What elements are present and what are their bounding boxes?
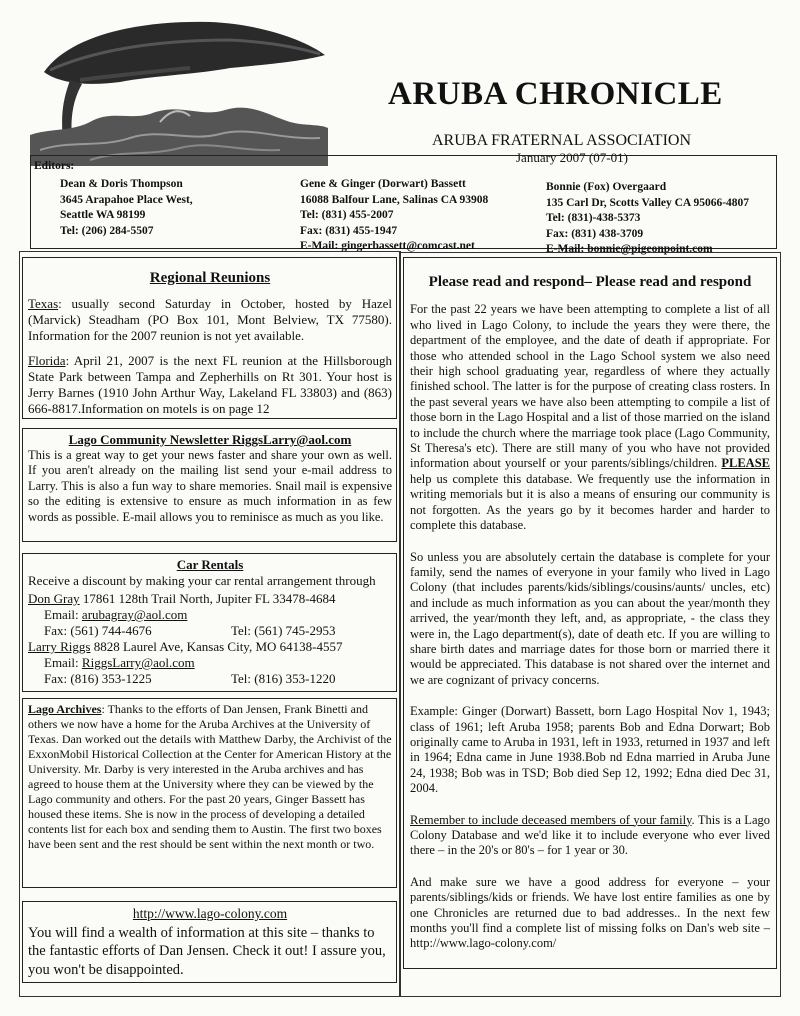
respond-paragraph-1: For the past 22 years we have been attempting to complete a list of all who lived in Lago Colony, to include the years they were there, the department of the employee, and the date of death if appropriate. For those who attended school in the Lago School system we also need their high school graduating year, regardless of where they actually finished school. The latter is for the purpose of creating class rosters. In the past several years we have also been attempting to compile a list of those born in the Lago Hospital and a list of those married on the island to include the church where the marriage took place (Lago Community, St Theresa's etc). There are still many of you who have not provided information about yourself or your parents/siblings/children. PLEASE help us complete this database. We frequently use the information in writing memorials but it is also a means of ensuring our community is not forgotten. As the years go by it becomes harder and harder to complete this database. bbox=[410, 302, 770, 533]
editor-line: Fax: (831) 438-3709 bbox=[546, 227, 644, 240]
website-link[interactable]: http://www.lago-colony.com bbox=[132, 906, 288, 921]
website-text: You will find a wealth of information at this site – thanks to the fantastic efforts of Dan Jensen. Check it out! I assure you, you won't be disappointed. bbox=[28, 924, 386, 978]
respond-paragraph-4: Remember to include deceased members of your family. This is a Lago Colony Database and we'd like it to include everyone who ever lived there – in the 20's or 80's – for 1 year or 30. bbox=[410, 812, 770, 858]
respond-heading: Please read and respond– Please read and respond bbox=[428, 274, 752, 290]
respond-content bbox=[410, 275, 770, 968]
editor-line: 3645 Arapahoe Place West, bbox=[60, 193, 193, 206]
car-rentals-heading: Car Rentals bbox=[176, 557, 244, 572]
florida-reunion-text bbox=[28, 353, 392, 417]
regional-reunions-heading: Regional Reunions bbox=[149, 270, 271, 286]
larry-riggs-name: Larry Riggs bbox=[28, 639, 91, 654]
archives-content bbox=[28, 702, 392, 852]
editors-label: Editors: bbox=[34, 160, 75, 172]
don-gray-name: Don Gray bbox=[28, 591, 80, 606]
florida-label: Florida bbox=[28, 353, 66, 368]
editor-line: Bonnie (Fox) Overgaard bbox=[546, 181, 667, 193]
don-gray-phone-line: Fax: (561) 744-4676 Tel: (561) 745-2953 bbox=[44, 623, 336, 638]
editor-column-thompson bbox=[60, 177, 193, 239]
archives-label: Lago Archives bbox=[28, 702, 102, 716]
don-gray-email-line: Email: arubagray@aol.com bbox=[44, 607, 188, 622]
editor-line: Tel: (206) 284-5507 bbox=[60, 224, 154, 237]
editor-line: Dean & Doris Thompson bbox=[60, 178, 183, 190]
car-rentals-content bbox=[28, 557, 392, 687]
editor-column-overgaard bbox=[546, 180, 749, 258]
florida-details: : April 21, 2007 is the next FL reunion at the Hillsborough State Park between Tampa and Zepherhills on Rt 301. Your host is Jerry Barnes (1910 John Arthur Way, Lakeland FL 33803) and (863) 666-8817.Information on motels is on page 12 bbox=[28, 353, 392, 416]
editor-line: E-Mail: gingerbassett@comcast.net bbox=[300, 240, 475, 252]
larry-riggs-address: Larry Riggs 8828 Laurel Ave, Kansas City, MO 64138-4557 bbox=[28, 639, 343, 654]
deceased-reminder: Remember to include deceased members of your family bbox=[410, 812, 692, 827]
editor-line: Tel: (831) 455-2007 bbox=[300, 209, 394, 221]
car-rentals-intro: Receive a discount by making your car rental arrangement through bbox=[28, 573, 376, 588]
editor-line: Fax: (831) 455-1947 bbox=[300, 224, 398, 237]
editor-line: Seattle WA 98199 bbox=[60, 209, 146, 221]
editor-line: Tel: (831)-438-5373 bbox=[546, 212, 641, 224]
respond-paragraph-2: So unless you are absolutely certain the database is complete for your family, send the names of everyone in your family who lived in Lago Colony (that includes parents/kids/siblings/cousins/aunts/ uncles, etc) and include as much information as you can about the year/month they arrived, the year/month they left, and, as appropriate, - the class they were in, the Lago department(s), date of death etc. If you are willing to share birth dates and marriage dates for those born or married there it would be appreciated. This database is not shared over the internet and we are cognizant of privacy concerns. bbox=[410, 549, 770, 687]
editor-column-bassett bbox=[300, 177, 488, 255]
texas-reunion-text bbox=[28, 296, 392, 344]
larry-riggs-phone-line: Fax: (816) 353-1225 Tel: (816) 353-1220 bbox=[44, 671, 336, 686]
masthead-logo bbox=[30, 10, 328, 166]
respond-paragraph-5: And make sure we have a good address for everyone – your parents/siblings/kids or friends. We have lost entire families as one by one Chronicles are returned due to bad addresses.. In the next few months you'll find a complete list of missing folks on Dan's web site – http://www.lago-colony.com/ bbox=[410, 874, 770, 951]
don-gray-address: Don Gray 17861 128th Trail North, Jupiter FL 33478-4684 bbox=[28, 591, 336, 606]
please-emphasis: PLEASE bbox=[721, 456, 770, 471]
larry-riggs-email-line: Email: RiggsLarry@aol.com bbox=[44, 655, 195, 670]
editor-line: 135 Carl Dr, Scotts Valley CA 95066-4807 bbox=[546, 196, 750, 209]
issue-date: January 2007 (07-01) bbox=[516, 150, 628, 165]
newspaper-title: ARUBA CHRONICLE bbox=[388, 76, 723, 112]
texas-label: Texas bbox=[28, 296, 59, 311]
tree-on-rocks-illustration bbox=[30, 10, 328, 166]
don-gray-email-link[interactable]: arubagray@aol.com bbox=[81, 607, 188, 622]
editor-line: Gene & Ginger (Dorwart) Bassett bbox=[300, 178, 466, 190]
website-content bbox=[28, 905, 392, 979]
association-name: ARUBA FRATERNAL ASSOCIATION bbox=[432, 132, 691, 149]
respond-paragraph-3: Example: Ginger (Dorwart) Bassett, born Lago Hospital Nov 1, 1943; class of 1961; left Aruba 1958; parents Bob and Edna Dorwart; Bob originally came to Aruba in 1931, left in 1933, returned in 1937 and left in 1964; Edna came in June 1938.Bob nd Edna married in Aruba June 24, 1938; Bob was in TSD; Bob died Sep 12, 1992; Edna died Dec 31, 2004. bbox=[410, 704, 770, 796]
newsletter-text: This is a great way to get your news faster and share your own as well. If you aren't already on the mailing list send your e-mail address to Larry. This is also a fun way to share memories. Snail mail is expensive so the editing is extensive to ensure as much information in as few words as possible. E-mail allows you to reminisce as much as you like. bbox=[28, 447, 392, 524]
editor-line: 16088 Balfour Lane, Salinas CA 93908 bbox=[300, 193, 489, 206]
larry-riggs-email-link[interactable]: RiggsLarry@aol.com bbox=[81, 655, 195, 670]
archives-text: Lago Archives: Thanks to the efforts of Dan Jensen, Frank Binetti and others we now have a home for the Aruba Archives at the University of Texas. Dan worked out the details with Matthew Darby, the Archivist of the ExxonMobil Historical Collection at the Center for American History at the University. Mr. Darby is very interested in the Aruba archives and has agreed to house them at the University where they can be viewed by the Lago community and others. For the past 20 years, Ginger Bassett has housed these items. She is now in the process of developing a detailed contents list for each box and sending them to Austin. The first two boxes have been sent and the rest should be sent within the next month or two. bbox=[28, 702, 392, 851]
texas-details: : usually second Saturday in October, hosted by Hazel (Marvick) Steadham (PO Box 101, Mont Belview, TX 77580). Information for the 2007 reunion is not yet available. bbox=[28, 296, 392, 343]
newsletter-content bbox=[28, 432, 392, 525]
newsletter-heading: Lago Community Newsletter RiggsLarry@aol.com bbox=[68, 432, 352, 447]
editor-line: E-Mail: bonnie@pigeonpoint.com bbox=[546, 243, 713, 255]
regional-reunions-content bbox=[28, 270, 392, 417]
